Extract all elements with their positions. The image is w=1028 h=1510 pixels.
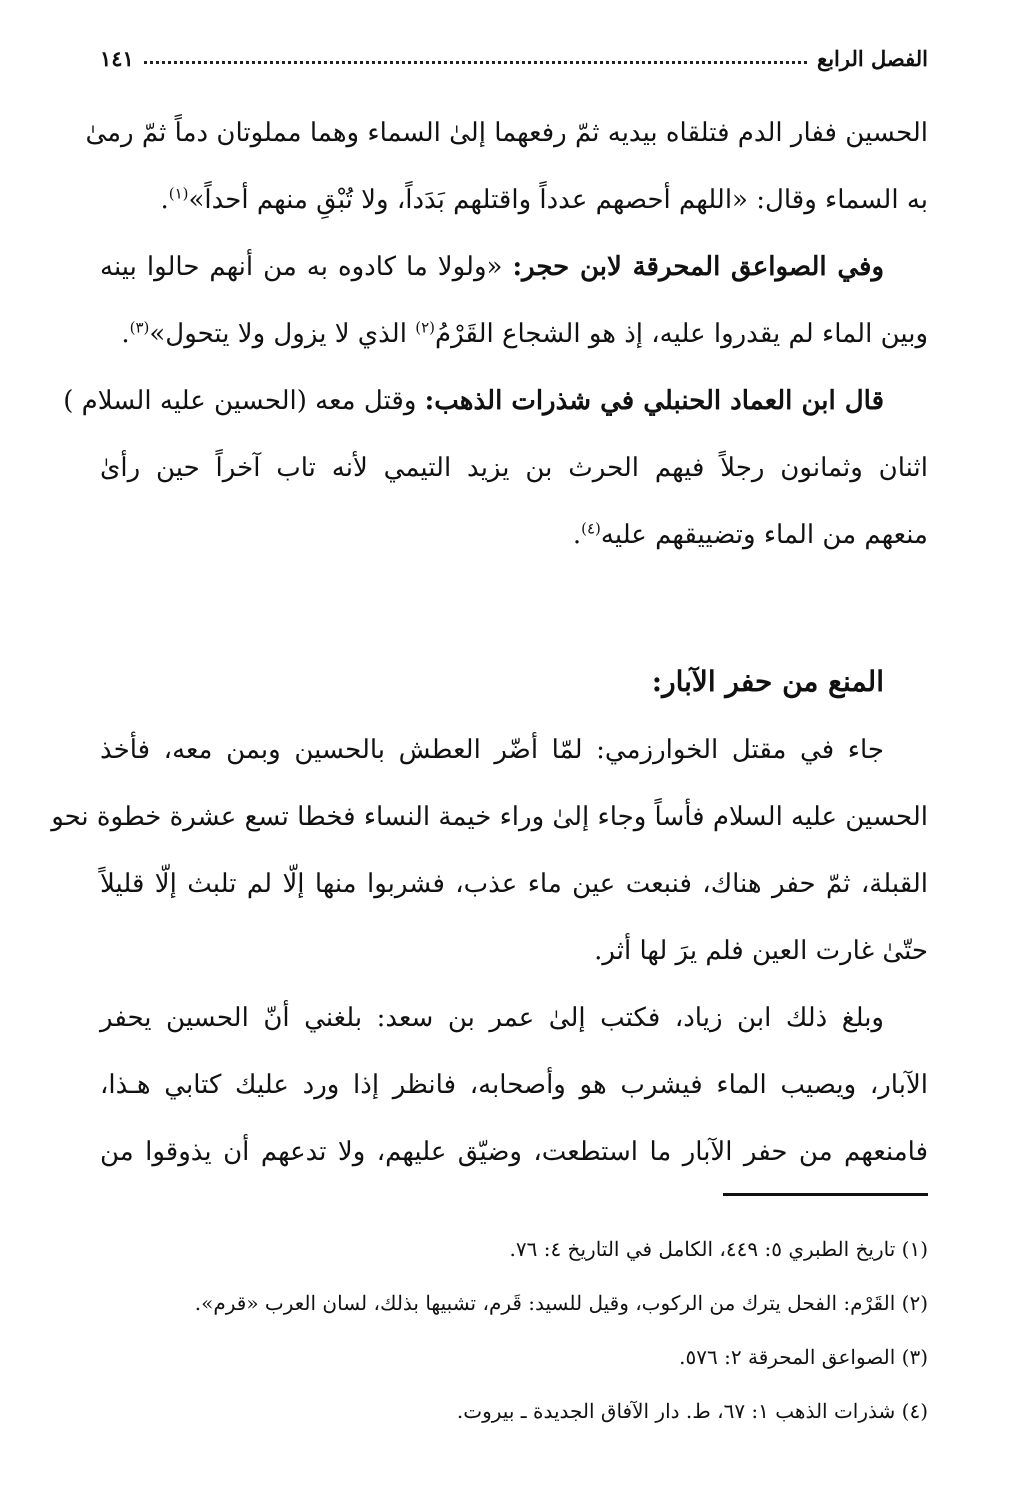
footnote-ref[interactable]: (٣) — [129, 318, 150, 337]
source-title: قال ابن العماد الحنبلي في شذرات الذهب: — [424, 386, 884, 416]
header-leader-dots — [144, 61, 807, 64]
text-line — [63, 368, 928, 435]
text-line — [100, 851, 928, 918]
text-line: منعهم من الماء وتضييقهم عليه$^{(٤)}$. — [572, 519, 928, 550]
text-line — [51, 784, 928, 851]
text-span: الآبار، ويصيب الماء فيشرب هو وأصحابه، فانظر إذا ورد عليك كتابي هـذا، — [100, 1070, 928, 1100]
text-line: به السماء وقال: «اللهم أحصهم عدداً واقتلهم بَدَداً، ولا تُبْقِ منهم أحداً»$^{(١)}$. — [160, 184, 928, 215]
text-span: فامنعهم من حفر الآبار ما استطعت، وضيّق عليهم، ولا تدعهم أن يذوقوا من — [100, 1137, 928, 1167]
chapter-title: الفصل الرابع — [817, 45, 928, 71]
footnote-ref[interactable]: (٢) — [415, 318, 435, 337]
text-span: به السماء وقال: «اللهم أحصهم عدداً واقتلهم بَدَداً، ولا تُبْقِ منهم أحداً» — [188, 185, 928, 215]
footnote: (٢) القَرْم: الفحل يترك من الركوب، وقيل للسيد: قَرم، تشبيها بذلك، لسان العرب «قرم». — [194, 1291, 928, 1315]
text-span: حتّىٰ غارت العين فلم يرَ لها أثر. — [594, 936, 928, 966]
section-heading: المنع من حفر الآبار: — [651, 665, 884, 698]
text-span: «ولولا ما كادوه به من أنهم حالوا بينه — [100, 252, 503, 282]
text-line — [100, 918, 928, 985]
text-line — [100, 1052, 928, 1119]
footnote: (٤) شذرات الذهب ١: ٦٧، ط. دار الآفاق الجديدة ـ بيروت. — [456, 1399, 928, 1423]
text-line — [100, 435, 928, 502]
footnote-separator — [723, 1193, 928, 1196]
text-line — [85, 100, 928, 167]
text-span: وبلغ ذلك ابن زياد، فكتب إلىٰ عمر بن سعد: بلغني أنّ الحسين يحفر — [100, 1003, 884, 1033]
main-text — [51, 100, 928, 1186]
text-line: وبين الماء لم يقدروا عليه، إذ هو الشجاع القَرْمُ$^{(٢)}$ الذي لا يزول ولا يتحول»$^{(٣)}$. — [121, 318, 928, 349]
footnote: (١) تاريخ الطبري ٥: ٤٤٩، الكامل في التاريخ ٤: ٧٦. — [509, 1237, 928, 1261]
text-span: الحسين ففار الدم فتلقاه بيديه ثمّ رفعهما إلىٰ السماء وهما مملوتان دماً ثمّ رمىٰ — [85, 118, 928, 148]
text-span: جاء في مقتل الخوارزمي: لمّا أضّر العطش بالحسين وبمن معه، فأخذ — [100, 735, 884, 765]
text-span: اثنان وثمانون رجلاً فيهم الحرث بن يزيد التيمي لأنه تاب آخراً حين رأىٰ — [100, 453, 928, 483]
footnotes — [100, 1222, 928, 1438]
text-span: الحسين عليه السلام فأساً وجاء إلىٰ وراء خيمة النساء فخطا تسع عشرة خطوة نحو — [51, 802, 928, 832]
text-span: وبين الماء لم يقدروا عليه، إذ هو الشجاع القَرْمُ — [434, 319, 928, 349]
text-line — [100, 234, 928, 301]
footnote: (٣) الصواعق المحرقة ٢: ٥٧٦. — [679, 1345, 928, 1369]
text-span: القبلة، ثمّ حفر هناك، فنبعت عين ماء عذب، فشربوا منها إلّا لم تلبث إلّا قليلاً — [100, 869, 928, 899]
text-span: منعهم من الماء وتضييقهم عليه — [600, 520, 928, 550]
text-line — [100, 985, 928, 1052]
footnote-ref[interactable]: (٤) — [581, 519, 601, 538]
text-span: وقتل معه (الحسين عليه السلام ) — [63, 386, 417, 416]
page-number: ١٤١ — [100, 45, 134, 71]
running-header — [100, 38, 928, 78]
section-gap — [100, 569, 928, 647]
text-span: الذي لا يزول ولا يتحول» — [149, 319, 407, 349]
text-line — [100, 1119, 928, 1186]
source-title: وفي الصواعق المحرقة لابن حجر: — [512, 252, 885, 282]
footnote-ref[interactable]: (١) — [168, 184, 189, 203]
text-line — [100, 717, 928, 784]
